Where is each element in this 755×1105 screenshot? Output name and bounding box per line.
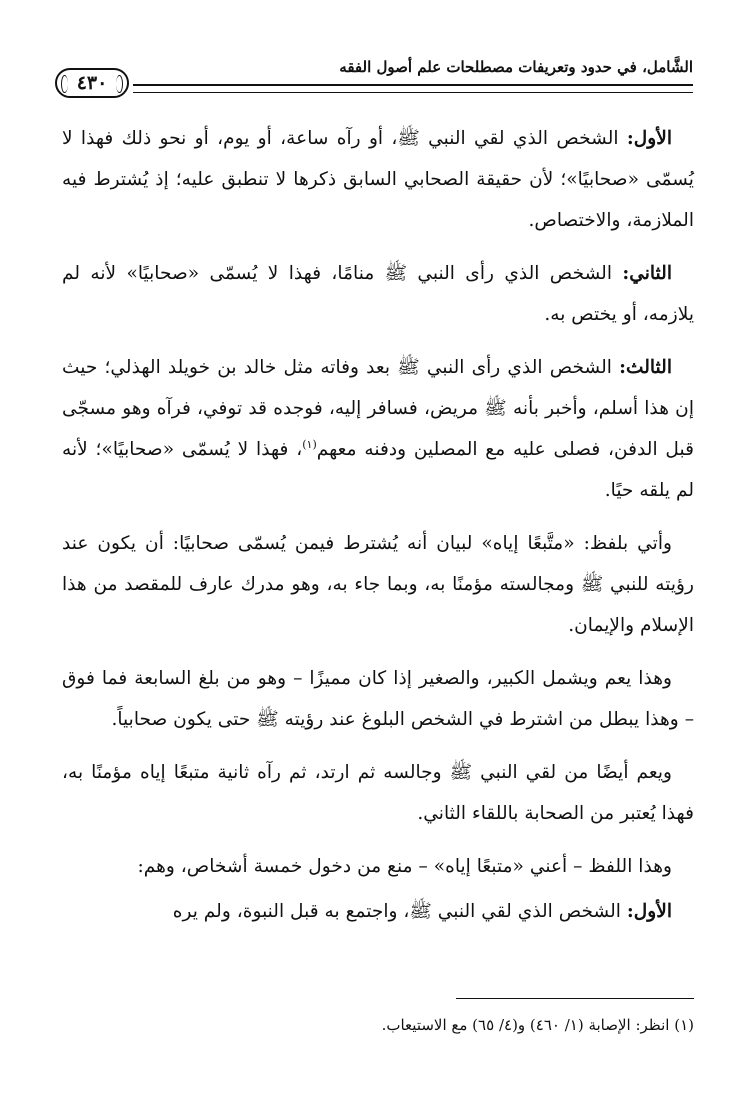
page-number: ٤٣٠: [76, 72, 108, 94]
paragraph-lead: الأول:: [626, 128, 672, 149]
paragraph-includes-young: [62, 658, 694, 740]
header-double-rule: [133, 84, 693, 93]
footnote-reference[interactable]: (١): [302, 437, 317, 451]
paragraph-text: الشخص الذي رأى النبي ﷺ منامًا، فهذا لا يُسمّى «صحابيًا» لأنه لم يلازمه، أو يختص به.: [62, 263, 694, 325]
paragraph-apostasy-case: [62, 752, 694, 834]
running-title: الشَّامل، في حدود وتعريفات مصطلحات علم أصول الفقه: [339, 58, 693, 76]
paragraph-text: الشخص الذي رأى النبي ﷺ بعد وفاته مثل خالد بن خويلد الهذلي؛ حيث إن هذا أسلم، وأخبر بأنه ﷺ مريض، فسافر إليه، فوجده قد توفي، فرآه وهو مسجّى قبل الدفن، فصلى عليه مع المصلين ودفنه معهم: [62, 357, 694, 460]
paragraph-second-case: [62, 253, 694, 335]
footnote: (١) انظر: الإصابة (١/ ٤٦٠) و(٤/ ٦٥) مع الاستيعاب.: [381, 1016, 694, 1034]
paragraph-lead: الثاني:: [622, 263, 672, 284]
paragraph-text: وأتي بلفظ: «متَّبعًا إياه» لبيان أنه يُشترط فيمن يُسمّى صحابيًا: أن يكون عند رؤيته للنبي ﷺ ومجالسته مؤمنًا به، وبما جاء به، وهو مدرك عارف للمقصد من هذا الإسلام والإيمان.: [62, 533, 695, 636]
paragraph-lead: الأول:: [626, 901, 672, 922]
page-number-frame: [55, 68, 129, 98]
paragraph-excludes-five: [62, 846, 694, 887]
paragraph-first-case: [62, 118, 694, 241]
paragraph-text: ويعم أيضًا من لقي النبي ﷺ وجالسه ثم ارتد، ثم رآه ثانية متبعًا إياه مؤمنًا به، فهذا يُعتبر من الصحابة باللقاء الثاني.: [62, 762, 694, 824]
paragraph-text: وهذا اللفظ – أعني «متبعًا إياه» – منع من دخول خمسة أشخاص، وهم:: [137, 856, 672, 877]
main-text: [62, 118, 694, 944]
paragraph-text: وهذا يعم ويشمل الكبير، والصغير إذا كان مميزًا – وهو من بلغ السابعة فما فوق – وهذا يبطل من اشترط في الشخص البلوغ عند رؤيته ﷺ حتى يكون صحابياً.: [62, 668, 694, 730]
paragraph-lead: الثالث:: [619, 357, 672, 378]
paragraph-text-continued: ، فهذا لا يُسمّى «صحابيًا»؛ لأنه لم يلقه حيًا.: [62, 439, 694, 501]
paragraph-following-condition: [62, 523, 694, 646]
paragraph-text: الشخص الذي لقي النبي ﷺ، أو رآه ساعة، أو يوم، أو نحو ذلك فهذا لا يُسمّى «صحابيًا»؛ لأن حقيقة الصحابي السابق ذكرها لا تنطبق عليه؛ إذ يُشترط فيه الملازمة، والاختصاص.: [62, 128, 694, 231]
paragraph-text: الشخص الذي لقي النبي ﷺ، واجتمع به قبل النبوة، ولم يره: [172, 901, 627, 922]
paragraph-third-case: [62, 347, 694, 511]
paragraph-first-excluded: [62, 891, 694, 932]
footnote-separator: [456, 998, 694, 999]
page-header: [55, 54, 693, 100]
